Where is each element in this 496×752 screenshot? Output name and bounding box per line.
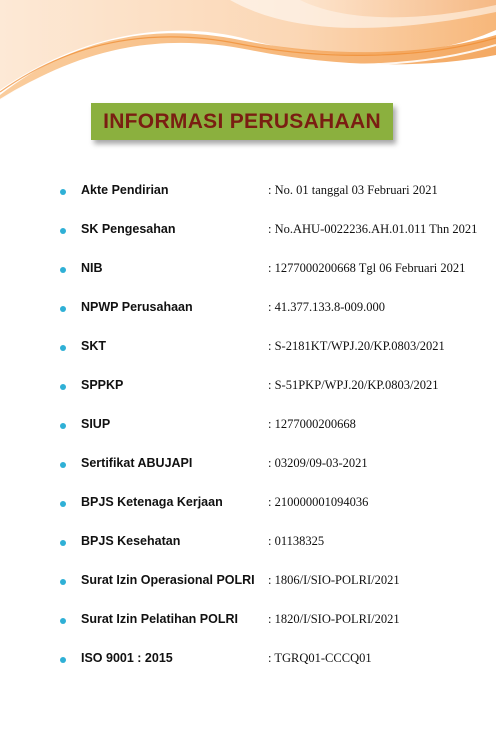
list-item-bpjs-kesehatan [60, 534, 490, 556]
bullet-icon [60, 540, 66, 546]
list-item-iso-9001 [60, 651, 490, 673]
item-value: : 1806/I/SIO-POLRI/2021 [268, 573, 400, 587]
item-value: : No.AHU-0022236.AH.01.011 Thn 2021 [268, 222, 478, 236]
item-label: BPJS Ketenaga Kerjaan [81, 495, 223, 509]
item-value: : 41.377.133.8-009.000 [268, 300, 386, 314]
item-label: SPPKP [81, 378, 124, 392]
bullet-icon [60, 267, 66, 273]
list-item-sppkp [60, 378, 490, 400]
item-label: ISO 9001 : 2015 [81, 651, 173, 665]
item-label: Surat Izin Operasional POLRI [81, 573, 255, 587]
bullet-icon [60, 462, 66, 468]
item-label: BPJS Kesehatan [81, 534, 181, 548]
item-value: : 1277000200668 [268, 417, 356, 431]
list-item-npwp [60, 300, 490, 322]
bullet-icon [60, 579, 66, 585]
item-value: : 1820/I/SIO-POLRI/2021 [268, 612, 400, 626]
item-label: NPWP Perusahaan [81, 300, 193, 314]
bullet-icon [60, 423, 66, 429]
item-label: SK Pengesahan [81, 222, 176, 236]
page-title: INFORMASI PERUSAHAAN [103, 109, 381, 133]
bullet-icon [60, 189, 66, 195]
bullet-icon [60, 306, 66, 312]
item-value: : 01138325 [268, 534, 325, 548]
item-label: NIB [81, 261, 103, 275]
bullet-icon [60, 657, 66, 663]
list-item-sio-polri [60, 573, 490, 595]
list-item-sk-pengesahan [60, 222, 490, 244]
item-label: SKT [81, 339, 106, 353]
bullet-icon [60, 384, 66, 390]
bullet-icon [60, 345, 66, 351]
item-value: : 1277000200668 Tgl 06 Februari 2021 [268, 261, 466, 275]
item-value: : No. 01 tanggal 03 Februari 2021 [268, 183, 438, 197]
item-value: : S-51PKP/WPJ.20/KP.0803/2021 [268, 378, 439, 392]
list-item-akte-pendirian [60, 183, 490, 205]
list-item-sertifikat-abujapi [60, 456, 490, 478]
bullet-icon [60, 228, 66, 234]
item-label: Surat Izin Pelatihan POLRI [81, 612, 238, 626]
item-value: : 03209/09-03-2021 [268, 456, 368, 470]
list-item-siup [60, 417, 490, 439]
item-label: Sertifikat ABUJAPI [81, 456, 193, 470]
bullet-icon [60, 618, 66, 624]
list-item-skt [60, 339, 490, 361]
item-value: : S-2181KT/WPJ.20/KP.0803/2021 [268, 339, 445, 353]
item-label: Akte Pendirian [81, 183, 169, 197]
item-value: : 210000001094036 [268, 495, 369, 509]
list-item-izin-pelatihan-polri [60, 612, 490, 634]
item-value: : TGRQ01-CCCQ01 [268, 651, 372, 665]
list-item-nib [60, 261, 490, 283]
item-label: SIUP [81, 417, 111, 431]
list-item-bpjs-ketenagakerjaan [60, 495, 490, 517]
bullet-icon [60, 501, 66, 507]
